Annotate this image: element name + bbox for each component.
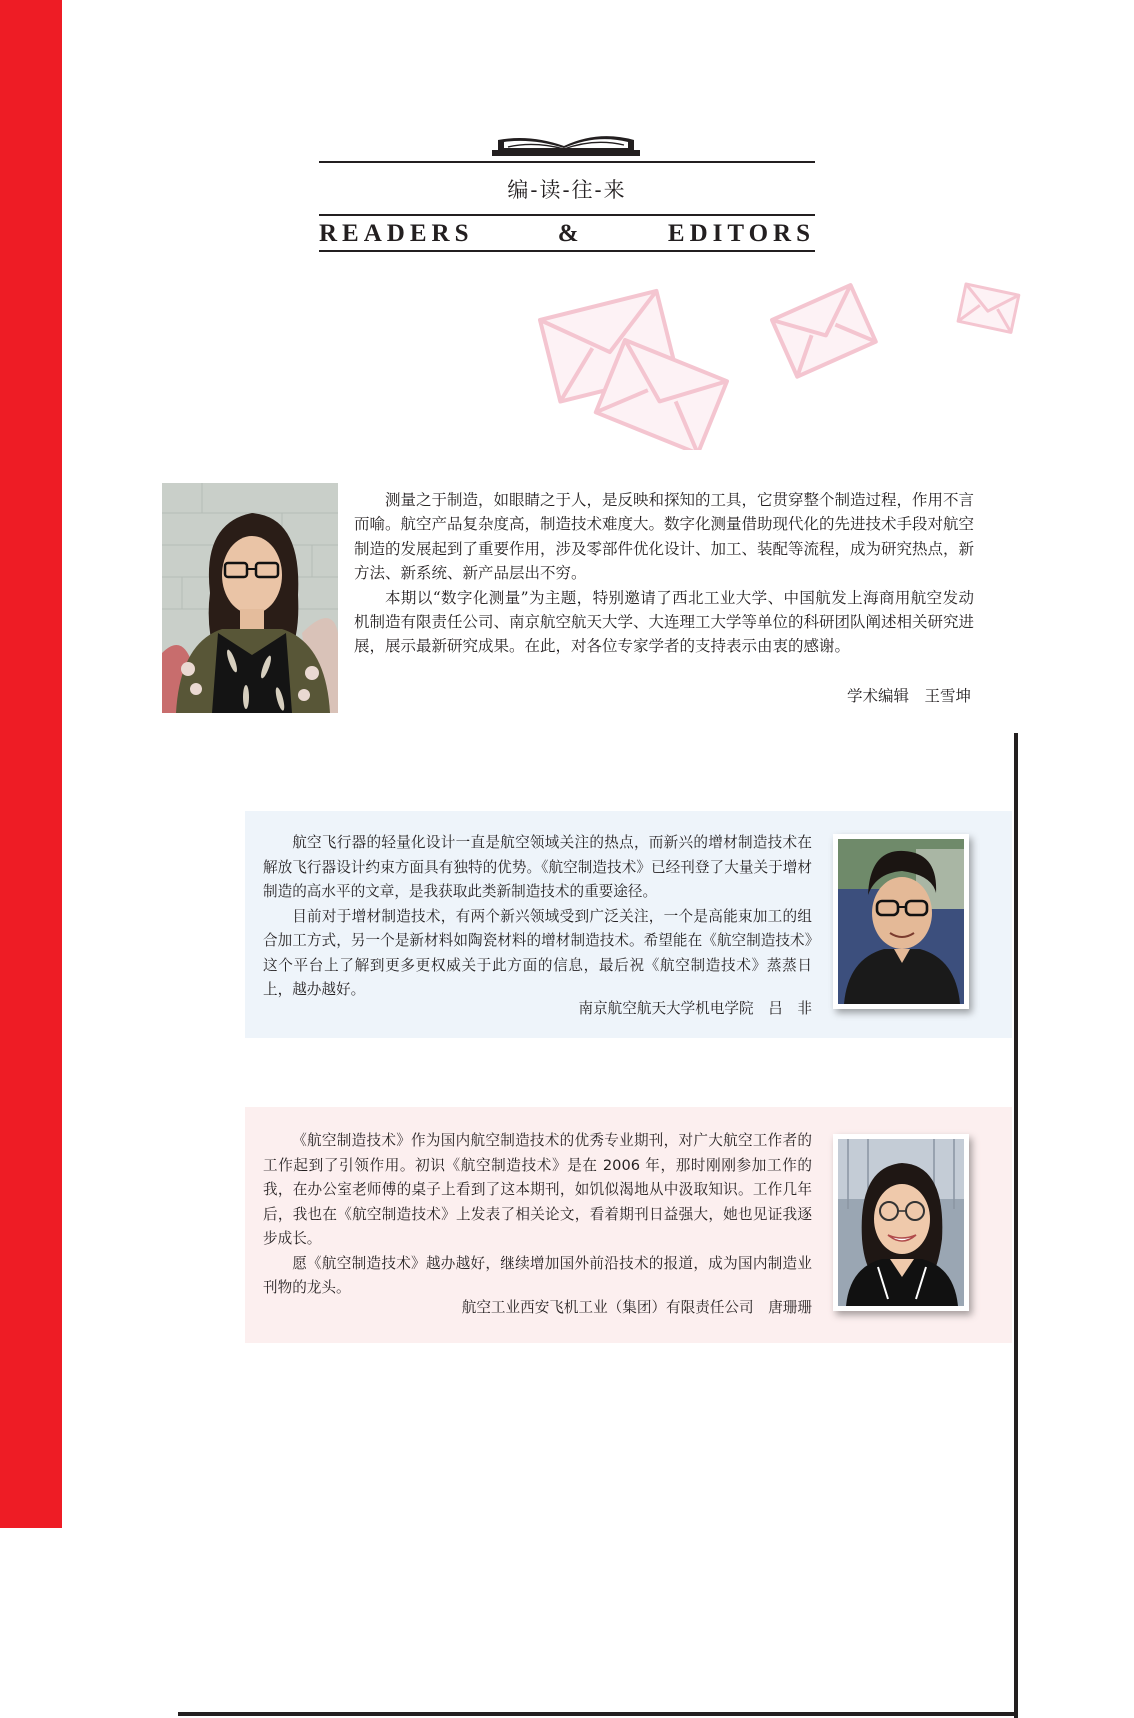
header-middle-rule bbox=[319, 214, 815, 216]
reader-portrait-photo bbox=[838, 839, 964, 1004]
title-word-ampersand: & bbox=[557, 220, 584, 247]
reader-letter-1 bbox=[245, 811, 1012, 1038]
letter-signature: 南京航空航天大学机电学院 吕 非 bbox=[578, 1000, 812, 1017]
editor-note-text bbox=[354, 488, 974, 659]
envelope-icon bbox=[540, 284, 1019, 450]
header-bottom-rule bbox=[319, 250, 815, 252]
reader-photo-frame bbox=[833, 1134, 969, 1311]
letter-text bbox=[263, 831, 812, 1003]
letter-paragraph: 《航空制造技术》作为国内航空制造技术的优秀专业期刊，对广大航空工作者的工作起到了引领作用。初识《航空制造技术》是在 2006 年，那时刚刚参加工作的我，在办公室老师傅的桌子上看到了这本期刊，如饥似渴地从中汲取知识。工作几年后，我也在《航空制造技术》上发表了相关论文，看着期刊日益强大，她也见证我逐步成长。 bbox=[263, 1132, 812, 1247]
editor-note-paragraph: 测量之于制造，如眼睛之于人，是反映和探知的工具，它贯穿整个制造过程，作用不言而喻。航空产品复杂度高，制造技术难度大。数字化测量借助现代化的先进技术手段对航空制造的发展起到了重要作用，涉及零部件优化设计、加工、装配等流程，成为研究热点，新方法、新系统、新产品层出不穷。 bbox=[354, 491, 975, 583]
open-book-icon bbox=[490, 126, 642, 160]
frame-right-line bbox=[1014, 733, 1018, 1718]
envelope-decoration bbox=[530, 280, 1030, 450]
reader-letter-2 bbox=[245, 1107, 1012, 1343]
editor-signature: 学术编辑 王雪坤 bbox=[846, 687, 971, 705]
editor-note-paragraph: 本期以“数字化测量”为主题，特别邀请了西北工业大学、中国航发上海商用航空发动机制造有限责任公司、南京航空航天大学、大连理工大学等单位的科研团队阐述相关研究进展，展示最新研究成果。在此，对各位专家学者的支持表示由衷的感谢。 bbox=[354, 588, 975, 656]
red-margin-bar bbox=[0, 0, 62, 1528]
title-word-readers: READERS bbox=[319, 220, 474, 247]
section-title-english bbox=[319, 220, 815, 248]
letter-paragraph: 愿《航空制造技术》越办越好，继续增加国外前沿技术的报道，成为国内制造业刊物的龙头。 bbox=[263, 1254, 812, 1296]
header-top-rule bbox=[319, 161, 815, 163]
reader-photo-frame bbox=[833, 834, 969, 1009]
letter-paragraph: 目前对于增材制造技术，有两个新兴领域受到广泛关注，一个是高能束加工的组合加工方式，另一个是新材料如陶瓷材料的增材制造技术。希望能在《航空制造技术》这个平台上了解到更多更权威关于此方面的信息，最后祝《航空制造技术》蒸蒸日上，越办越好。 bbox=[263, 907, 812, 998]
letter-text bbox=[263, 1129, 812, 1301]
letter-paragraph: 航空飞行器的轻量化设计一直是航空领域关注的热点，而新兴的增材制造技术在解放飞行器设计约束方面具有独特的优势。《航空制造技术》已经刊登了大量关于增材制造的高水平的文章，是我获取此类新制造技术的重要途径。 bbox=[263, 834, 812, 900]
reader-portrait-photo bbox=[838, 1139, 964, 1306]
frame-bottom-line bbox=[178, 1712, 1018, 1716]
title-word-editors: EDITORS bbox=[667, 220, 815, 247]
letter-signature: 航空工业西安飞机工业（集团）有限责任公司 唐珊珊 bbox=[461, 1299, 812, 1316]
section-title-chinese: 编-读-往-来 bbox=[507, 178, 627, 202]
editor-portrait-photo bbox=[162, 483, 338, 713]
